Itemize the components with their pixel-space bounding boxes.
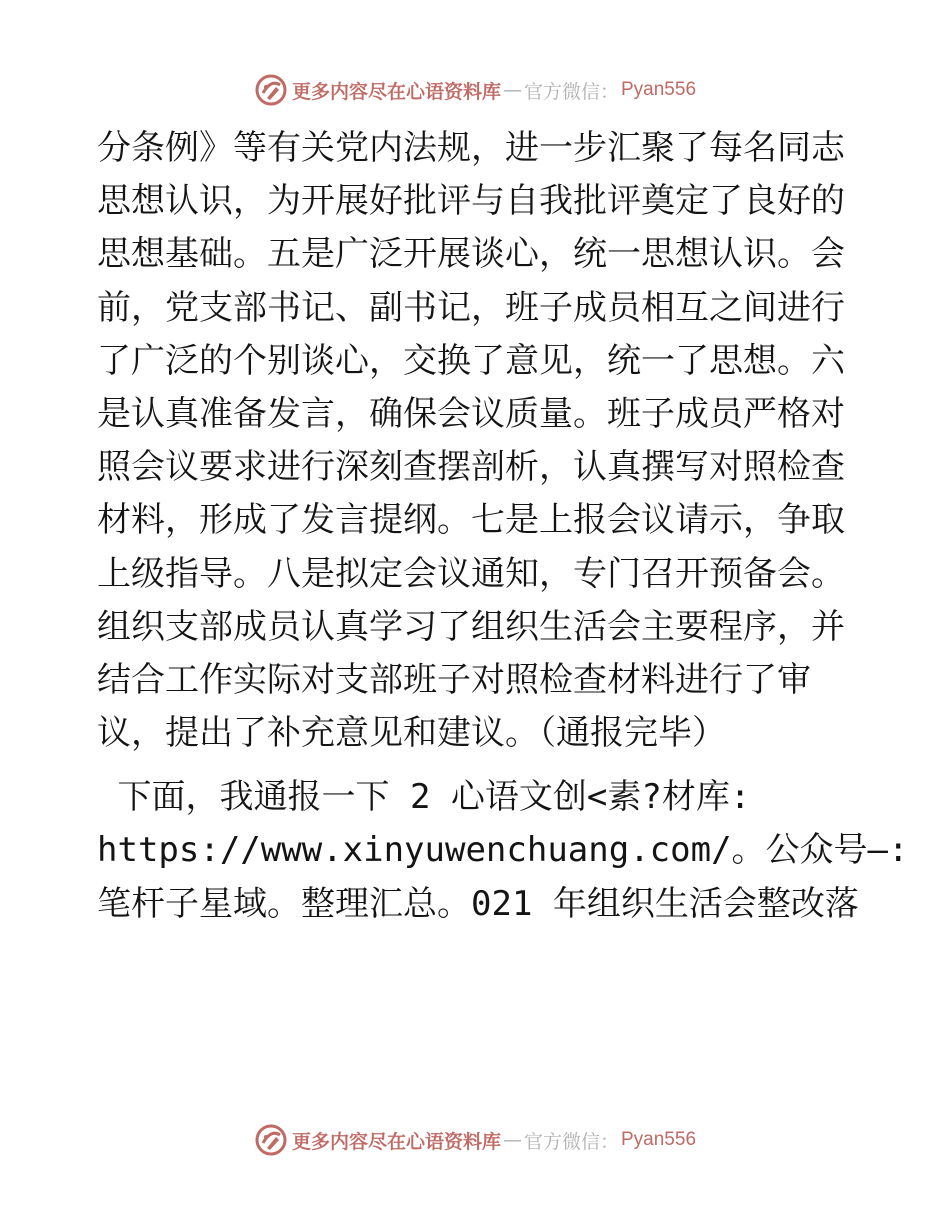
header-site-text: 更多内容尽在心语资料库 (291, 80, 501, 103)
footer-banner (0, 1120, 950, 1160)
body-line: 上级指导。八是拟定会议通知，专门召开预备会。 (97, 553, 845, 594)
header-wechat-label: 官方微信： (523, 80, 619, 103)
body-line: 笔杆子星域。整理汇总。021 年组织生活会整改落 (97, 883, 859, 924)
body-line: 前，党支部书记、副书记，班子成员相互之间进行 (97, 287, 845, 328)
body-line: 结合工作实际对支部班子对照检查材料进行了审 (97, 659, 811, 700)
body-line: 是认真准备发言，确保会议质量。班子成员严格对 (97, 393, 845, 434)
body-line: 了广泛的个别谈心，交换了意见，统一了思想。六 (97, 340, 845, 381)
header-dash: — (502, 79, 522, 101)
body-line: 思想基础。五是广泛开展谈心，统一思想认识。会 (97, 234, 845, 275)
body-line: 思想认识，为开展好批评与自我批评奠定了良好的 (97, 181, 845, 222)
header-banner (0, 70, 950, 110)
body-line: 下面，我通报一下 2 心语文创<素?材库: (97, 777, 751, 818)
body-line-url: https://www.xinyuwenchuang.com/。公众号—: (97, 830, 909, 871)
brand-logo-icon (254, 1123, 288, 1157)
body-line: 材料，形成了发言提纲。七是上报会议请示，争取 (97, 500, 845, 541)
footer-site-text: 更多内容尽在心语资料库 (291, 1130, 501, 1153)
body-line: 分条例》等有关党内法规，进一步汇聚了每名同志 (97, 128, 845, 168)
body-line: 组织支部成员认真学习了组织生活会主要程序，并 (97, 606, 845, 647)
document-body (97, 122, 909, 931)
body-line: 议，提出了补充意见和建议。（通报完毕） (97, 713, 726, 754)
footer-dash: — (502, 1129, 522, 1151)
body-line: 照会议要求进行深刻查摆剖析，认真撰写对照检查 (97, 447, 845, 488)
footer-wechat-label: 官方微信： (523, 1130, 619, 1153)
header-wechat-id: Pyan556 (621, 79, 697, 100)
footer-wechat-id: Pyan556 (621, 1129, 697, 1150)
brand-logo-icon (254, 73, 288, 107)
